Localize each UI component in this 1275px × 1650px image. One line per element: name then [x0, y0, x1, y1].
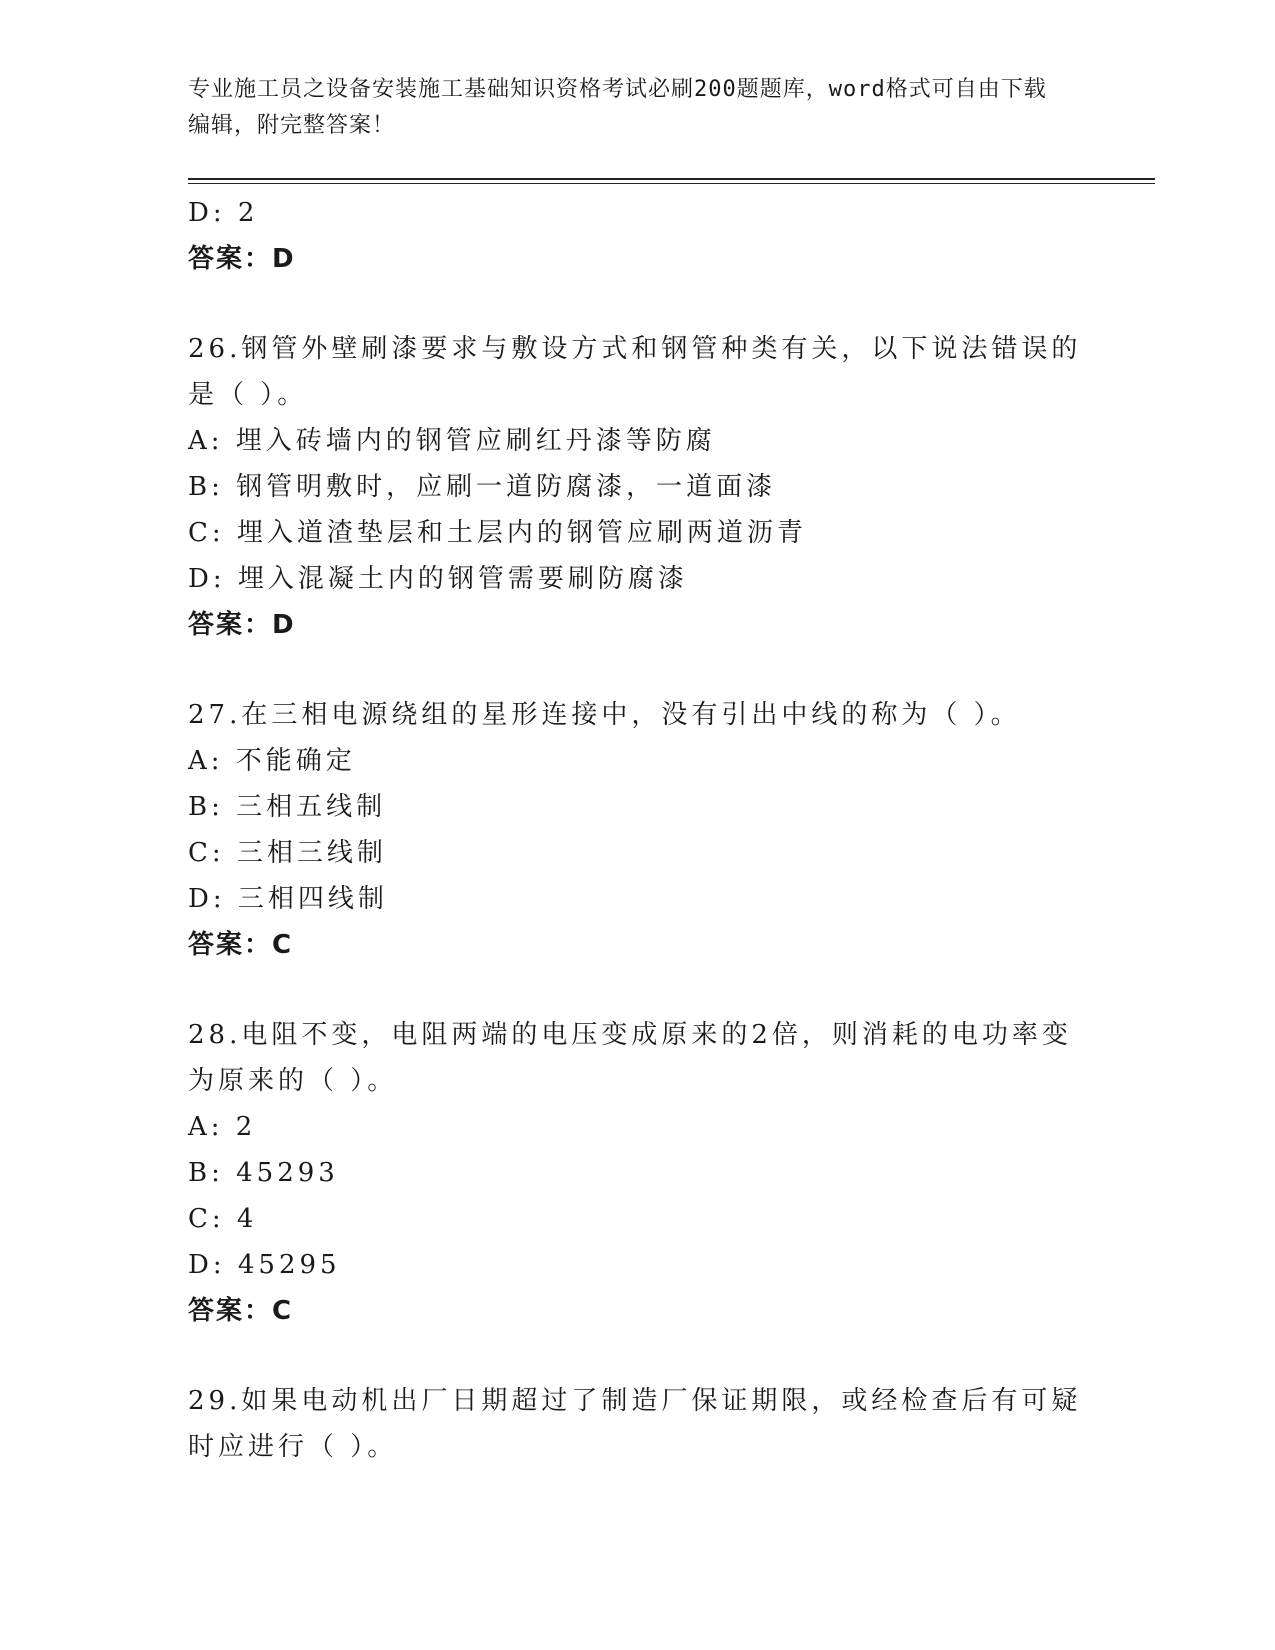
- question-29: [188, 1378, 1088, 1470]
- page-header: [188, 72, 1068, 144]
- question-27: [188, 692, 1088, 968]
- option-line: D: 埋入混凝土内的钢管需要刷防腐漆: [188, 564, 688, 594]
- answer-line: 答案：D: [188, 610, 296, 640]
- option-line: B: 45293: [188, 1158, 339, 1188]
- question-text: 28.电阻不变，电阻两端的电压变成原来的2倍，则消耗的电功率变为原来的（ ）。: [188, 1020, 1072, 1096]
- question-28: [188, 1012, 1088, 1334]
- answer-line: 答案：C: [188, 1296, 294, 1326]
- question-text: 29.如果电动机出厂日期超过了制造厂保证期限，或经检查后有可疑时应进行（ ）。: [188, 1386, 1082, 1462]
- option-line: A: 埋入砖墙内的钢管应刷红丹漆等防腐: [188, 426, 716, 456]
- option-line: D: 三相四线制: [188, 884, 388, 914]
- header-rule-thick: [188, 178, 1155, 180]
- header-title: 专业施工员之设备安装施工基础知识资格考试必刷200题题库，word格式可自由下载编辑，附完整答案！: [188, 77, 1047, 138]
- option-line: C: 三相三线制: [188, 838, 387, 868]
- question-text: 26.钢管外壁刷漆要求与敷设方式和钢管种类有关，以下说法错误的是（ ）。: [188, 334, 1082, 410]
- answer-line: 答案：C: [188, 930, 294, 960]
- question-26: [188, 326, 1088, 648]
- option-line: A: 2: [188, 1112, 257, 1142]
- document-body: [188, 190, 1088, 1470]
- option-line: D: 45295: [188, 1250, 341, 1280]
- option-line: A: 不能确定: [188, 746, 356, 776]
- answer-line: 答案：D: [188, 244, 296, 274]
- option-line: C: 4: [188, 1204, 258, 1234]
- option-line: B: 钢管明敷时，应刷一道防腐漆，一道面漆: [188, 472, 777, 502]
- option-line: C: 埋入道渣垫层和土层内的钢管应刷两道沥青: [188, 518, 807, 548]
- header-rule-thin: [188, 183, 1155, 184]
- option-line: D: 2: [188, 198, 259, 228]
- question-text: 27.在三相电源绕组的星形连接中，没有引出中线的称为（ ）。: [188, 700, 1021, 730]
- option-line: B: 三相五线制: [188, 792, 387, 822]
